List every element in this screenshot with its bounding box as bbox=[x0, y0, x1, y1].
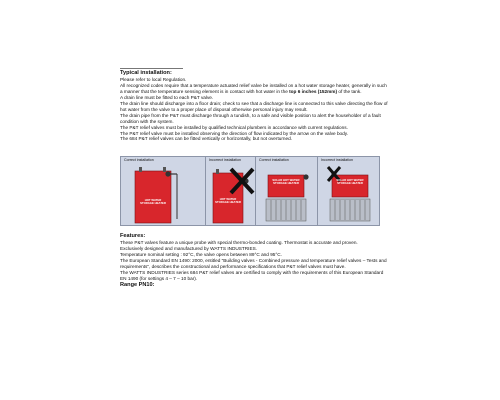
paragraph-6: The P&T relief valve must be installed observing the direction of flow indicated by the arrow on the valve body. bbox=[120, 130, 349, 136]
paragraph-7: The 684 P&T relief valves can be fitted vertically or horizontally, but not overturned. bbox=[120, 136, 293, 142]
tank-shape bbox=[135, 171, 171, 223]
panel-caption: Incorrect installation bbox=[321, 158, 353, 162]
tank-label: SOLAR HOT WATER STORAGE HEATER bbox=[272, 178, 300, 186]
feature-5: The WATTS INDUSTRIES series 684 P&T relief valves are certified to comply with the requirements of this European Standard EN 1490 (for settings 4 – 7 – 10 bar). bbox=[120, 269, 384, 281]
tank-label: SOLAR HOT WATER STORAGE HEATER bbox=[336, 178, 364, 186]
inlet-pipe bbox=[216, 169, 219, 174]
installation-heading: Typical installation: bbox=[120, 70, 172, 76]
tank-label: HOT WATER STORAGE HEATER bbox=[215, 197, 241, 205]
heater-diagram bbox=[206, 157, 256, 225]
installation-figure bbox=[120, 156, 380, 226]
relief-valve-icon bbox=[165, 171, 170, 176]
top-rule bbox=[120, 68, 183, 69]
panel-correct-heater bbox=[121, 157, 206, 225]
paragraph-3: The drain line should discharge into a floor drain; check to see that a discharge line is connected to this valve directing the flow of hot water from the valve to a proper place of disposal otherwise personal injury may result. bbox=[120, 100, 388, 112]
tank-label: HOT WATER STORAGE HEATER bbox=[140, 198, 166, 206]
range-heading: Range PN10: bbox=[120, 281, 155, 288]
feature-1: These P&T valves feature a unique probe with special thermo-bonded coating. Thermostat is accurate and proven. bbox=[120, 239, 358, 245]
panel-incorrect-heater bbox=[206, 157, 256, 225]
inlet-pipe bbox=[139, 167, 142, 172]
feature-2: Exclusively designed and manufactured by WATTS INDUSTRIES. bbox=[120, 245, 258, 251]
outlet-pipe bbox=[163, 167, 166, 172]
features-heading: Features: bbox=[120, 233, 146, 239]
paragraph-5: The P&T relief valves must be installed by qualified technical plumbers in accordance with current regulations. bbox=[120, 124, 348, 130]
feature-4: The European Standard EN 1490: 2000, entitled "Building valves - Combined pressure and temperature relief valves – Tests and requirements", describes the constructional and performance specifications that P&T relief valves must have. bbox=[120, 257, 387, 269]
relief-valve-icon bbox=[303, 174, 308, 179]
paragraph-4: The drain pipe from the P&T must discharge through a tundish, to a safe and visible position to alert the householder of a fault condition with the system. bbox=[120, 112, 381, 124]
intro-text: Please refer to local Regulation. bbox=[120, 76, 187, 82]
paragraph-1: All recognized codes require that a temperature actuated relief valve be installed on a hot water storage heater, generally in such a manner that the temperature sensing element is in contact with hot water in the top 6 inches (152mm) of the tank. bbox=[120, 82, 387, 94]
panel-caption: Correct installation bbox=[259, 158, 289, 162]
panel-caption: Correct installation bbox=[124, 158, 154, 162]
panel-caption: Incorrect installation bbox=[209, 158, 241, 162]
solar-diagram bbox=[318, 157, 379, 225]
features-section bbox=[120, 234, 388, 289]
panel-incorrect-solar bbox=[318, 157, 379, 225]
paragraph-2: A drain line must be fitted to each P&T valve. bbox=[120, 94, 214, 100]
heater-diagram bbox=[121, 157, 206, 225]
installation-section bbox=[120, 71, 388, 142]
panel-correct-solar bbox=[256, 157, 318, 225]
solar-diagram bbox=[256, 157, 318, 225]
feature-3: Temperature nominal setting : 92°C, the valve opens between 89°C and 95°C. bbox=[120, 251, 282, 257]
